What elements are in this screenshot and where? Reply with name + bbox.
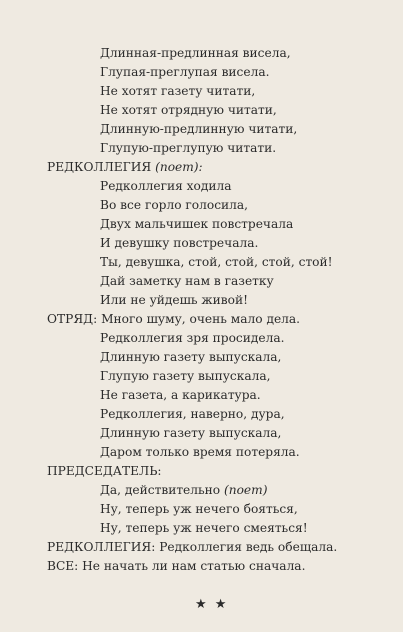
verse-line: Глупую газету выпускала,: [100, 369, 271, 383]
verse-text: Много шуму, очень мало дела.: [101, 312, 301, 326]
verse-line: Редколлегия ходила: [100, 179, 232, 193]
verse-line: [100, 483, 267, 498]
verse-line: Редколлегия зря просидела.: [100, 331, 285, 345]
section-ornament: ★ ★: [195, 597, 229, 612]
verse-line: Даром только время потеряла.: [100, 445, 300, 459]
verse-line: Ты, девушка, стой, стой, стой, стой!: [100, 255, 333, 269]
speaker-line: [47, 559, 305, 574]
speaker-name: ВСЕ:: [47, 559, 79, 573]
verse-line: Длинная-предлинная висела,: [100, 46, 291, 60]
speaker-name: ПРЕДСЕДАТЕЛЬ:: [47, 464, 162, 478]
verse-text: Редколлегия ведь обещала.: [159, 540, 338, 554]
verse-line: Или не уйдешь живой!: [100, 293, 248, 307]
stage-direction: (поет): [223, 483, 268, 497]
verse-line: Ну, теперь уж нечего бояться,: [100, 502, 298, 516]
verse-line: Глупую-преглупую читати.: [100, 141, 277, 155]
speaker-line: [47, 312, 300, 327]
speaker-name: ОТРЯД:: [47, 312, 98, 326]
verse-line: И девушку повстречала.: [100, 236, 259, 250]
speaker-line: [47, 540, 337, 555]
verse-line: Глупая-преглупая висела.: [100, 65, 270, 79]
verse-line: Длинную-предлинную читати,: [100, 122, 298, 136]
verse-text: Не начать ли нам статью сначала.: [82, 559, 306, 573]
verse-line: Двух мальчишек повстречала: [100, 217, 294, 231]
verse-line: Длинную газету выпускала,: [100, 426, 282, 440]
verse-line: Ну, теперь уж нечего смеяться!: [100, 521, 308, 535]
verse-line: Дай заметку нам в газетку: [100, 274, 274, 288]
speaker-line: [47, 160, 203, 175]
verse-line: Не хотят газету читати,: [100, 84, 256, 98]
verse-line: Длинную газету выпускала,: [100, 350, 282, 364]
verse-line: Не хотят отрядную читати,: [100, 103, 277, 117]
verse-line: Во все горло голосила,: [100, 198, 249, 212]
verse-text: Да, действительно: [100, 483, 221, 497]
verse-line: Редколлегия, наверно, дура,: [100, 407, 285, 421]
speaker-line: [47, 464, 162, 479]
verse-line: Не газета, а карикатура.: [100, 388, 261, 402]
speaker-name: РЕДКОЛЛЕГИЯ: [47, 160, 152, 174]
speaker-name: РЕДКОЛЛЕГИЯ:: [47, 540, 156, 554]
stage-direction: (поет):: [155, 160, 203, 174]
